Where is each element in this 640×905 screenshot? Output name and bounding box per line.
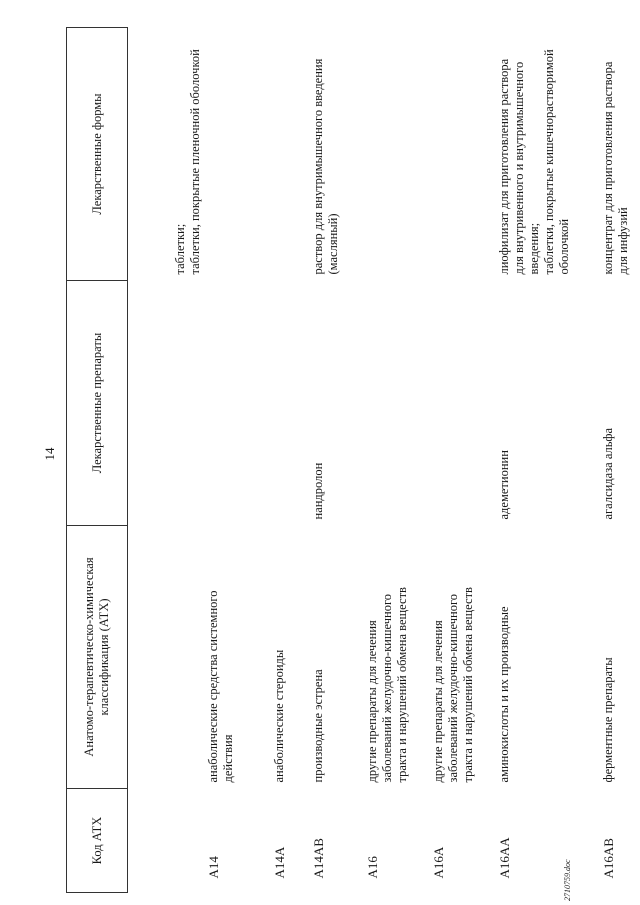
header-atc-code: Код АТХ xyxy=(67,789,128,893)
atc-drug-table xyxy=(66,27,640,893)
cell-atc-code: A14A xyxy=(272,846,287,879)
cell-atc-classification: другие препараты для лечения заболеваний желудочно-кишечного тракта и нарушений обмена веществ xyxy=(365,587,409,783)
table-row xyxy=(128,28,273,893)
table-row xyxy=(365,28,431,893)
cell-atc-code: A16A xyxy=(431,846,446,879)
cell-dosage-form xyxy=(365,28,431,281)
header-dosage-forms: Лекарственные формы xyxy=(67,28,128,281)
page-number: 14 xyxy=(42,447,57,461)
cell-drug xyxy=(431,281,497,526)
cell-atc-code: A16 xyxy=(365,856,380,879)
header-atc-classification: Анатомо-терапевтическо-химическая классификация (АТХ) xyxy=(67,526,128,789)
cell-drug xyxy=(128,281,273,526)
cell-drug: адеметионин xyxy=(497,450,511,520)
cell-atc-code: A14AB xyxy=(311,838,326,879)
cell-dosage-form xyxy=(431,28,497,281)
cell-dosage-form: таблетки; таблетки, покрытые пленочной оболочкой xyxy=(173,49,202,275)
cell-atc-classification: другие препараты для лечения заболеваний желудочно-кишечного тракта и нарушений обмена веществ xyxy=(431,587,475,783)
table-row xyxy=(601,28,640,893)
cell-drug xyxy=(272,281,311,526)
cell-atc-classification: ферментные препараты xyxy=(601,657,615,783)
cell-drug: агалсидаза альфа xyxy=(601,427,615,520)
cell-dosage-form: концентрат для приготовления раствора для инфузий xyxy=(601,61,630,275)
footer-document-reference: 2710759.doc xyxy=(563,859,572,901)
cell-atc-classification: аминокислоты и их производные xyxy=(497,606,511,783)
table-row xyxy=(311,28,365,893)
cell-atc-classification: производные эстрена xyxy=(311,669,325,783)
cell-dosage-form xyxy=(272,28,311,281)
cell-atc-classification: анаболические средства системного действия xyxy=(206,590,235,783)
cell-dosage-form: раствор для внутримышечного введения (масляный) xyxy=(311,58,340,275)
cell-atc-code: A16AA xyxy=(497,837,512,879)
cell-drug xyxy=(365,281,431,526)
table-row xyxy=(497,28,601,893)
cell-atc-code: A16AB xyxy=(601,838,616,879)
cell-drug: нандролон xyxy=(311,462,325,520)
header-drugs: Лекарственные препараты xyxy=(67,281,128,526)
table-header-row xyxy=(67,28,128,893)
table-row xyxy=(431,28,497,893)
table-row xyxy=(272,28,311,893)
cell-dosage-form: лиофилизат для приготовления раствора для внутривенного и внутримышечного введения; таблетки, покрытые кишечнорастворимой оболочкой xyxy=(497,49,571,275)
cell-atc-classification: анаболические стероиды xyxy=(272,649,286,783)
cell-atc-code: A14 xyxy=(206,856,221,879)
